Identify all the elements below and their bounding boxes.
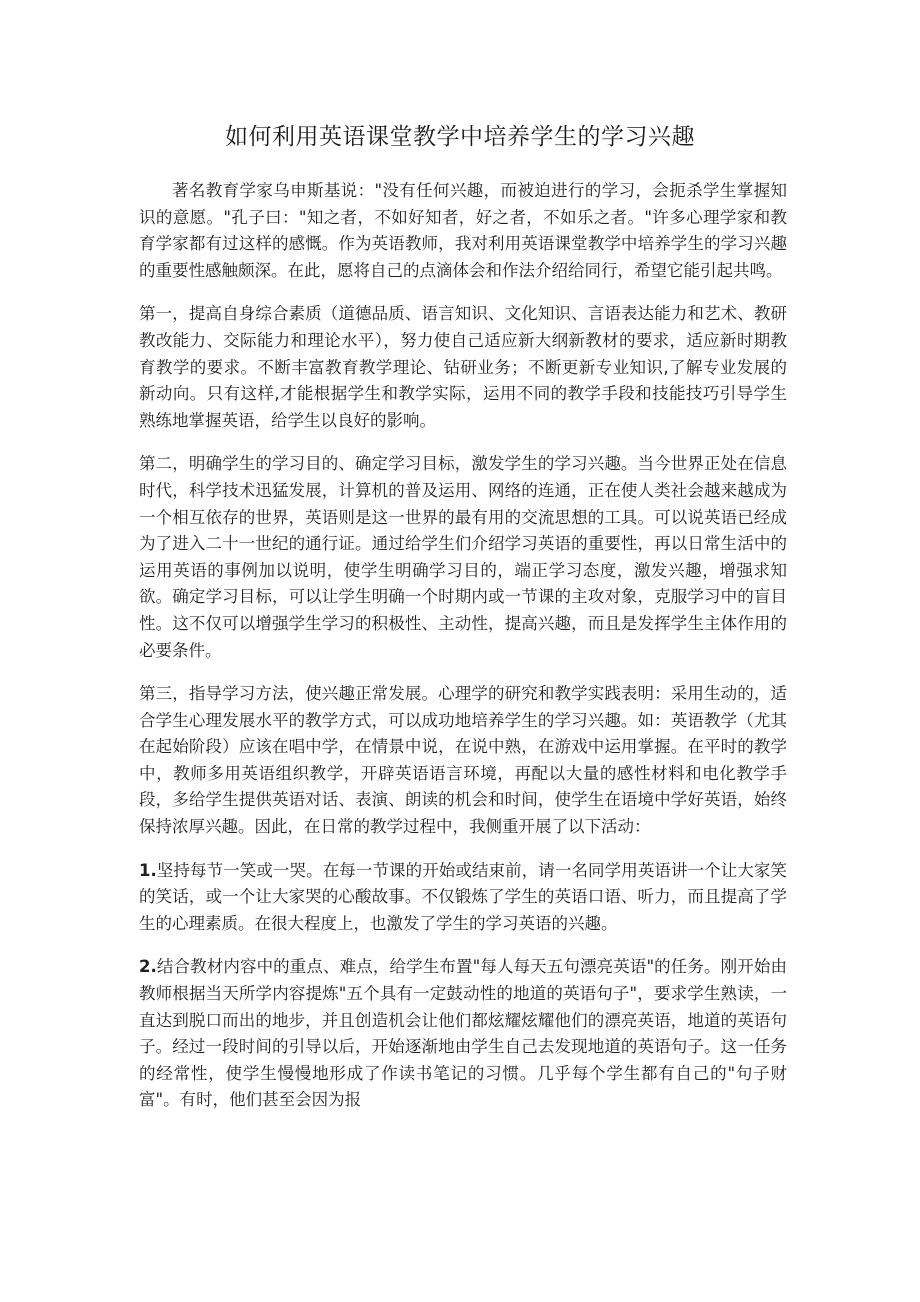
intro-paragraph bbox=[139, 178, 787, 284]
page-title: 如何利用英语课堂教学中培养学生的学习兴趣 bbox=[225, 124, 695, 150]
list-number: 1. bbox=[139, 860, 157, 880]
paragraph-point-2 bbox=[139, 451, 787, 664]
paragraph-point-1 bbox=[139, 301, 787, 434]
paragraph-text: 第三，指导学习方法，使兴趣正常发展。心理学的研究和教学实践表明：采用生动的，适合学生心理发展水平的教学方式，可以成功地培养学生的学习兴趣。如：英语教学（尤其在起始阶段）应该在唱中学，在情景中说，在说中熟，在游戏中运用掌握。在平时的教学中，教师多用英语组织教学，开辟英语语言环境，再配以大量的感性材料和电化教学手段，多给学生提供英语对话、表演、朗读的机会和时间，使学生在语境中学好英语，始终保持浓厚兴趣。因此，在日常的教学过程中，我侧重开展了以下活动： bbox=[139, 684, 787, 837]
paragraph-text: 第一，提高自身综合素质（道德品质、语言知识、文化知识、言语表达能力和艺术、教研教改能力、交际能力和理论水平），努力使自己适应新大纲新教材的要求，适应新时期教育教学的要求。不断丰富教育教学理论、钻研业务；不断更新专业知识,了解专业发展的新动向。只有这样,才能根据学生和教学实际，运用不同的教学手段和技能技巧引导学生熟练地掌握英语，给学生以良好的影响。 bbox=[139, 304, 787, 430]
activity-item-2 bbox=[139, 954, 787, 1114]
paragraph-point-3 bbox=[139, 681, 787, 841]
activity-item-1 bbox=[139, 858, 787, 938]
document-body bbox=[139, 178, 787, 1131]
paragraph-text: 第二，明确学生的学习目的、确定学习目标，激发学生的学习兴趣。当今世界正处在信息时代，科学技术迅猛发展，计算机的普及运用、网络的连通，正在使人类社会越来越成为一个相互依存的世界，英语则是这一世界的最有用的交流思想的工具。可以说英语已经成为了进入二十一世纪的通行证。通过给学生们介绍学习英语的重要性，再以日常生活中的运用英语的事例加以说明，使学生明确学习目的，端正学习态度，激发兴趣，增强求知欲。确定学习目标，可以让学生明确一个时期内或一节课的主攻对象，克服学习中的盲目性。这不仅可以增强学生学习的积极性、主动性，提高兴趣，而且是发挥学生主体作用的必要条件。 bbox=[139, 454, 787, 660]
list-number: 2. bbox=[139, 957, 157, 977]
paragraph-text: 著名教育学家乌申斯基说："没有任何兴趣，而被迫进行的学习，会扼杀学生掌握知识的意愿。"孔子曰："知之者，不如好知者，好之者，不如乐之者。"许多心理学家和教育学家都有过这样的感慨。作为英语教师，我对利用英语课堂教学中培养学生的学习兴趣的重要性感触颇深。在此，愿将自己的点滴体会和作法介绍给同行，希望它能引起共鸣。 bbox=[139, 181, 787, 280]
paragraph-text: 坚持每节一笑或一哭。在每一节课的开始或结束前，请一名同学用英语讲一个让大家笑的笑话，或一个让大家哭的心酸故事。不仅锻炼了学生的英语口语、听力，而且提高了学生的心理素质。在很大程度上，也激发了学生的学习英语的兴趣。 bbox=[139, 860, 787, 933]
paragraph-text: 结合教材内容中的重点、难点，给学生布置"每人每天五句漂亮英语"的任务。刚开始由教师根据当天所学内容提炼"五个具有一定鼓动性的地道的英语句子"，要求学生熟读，一直达到脱口而出的地步，并且创造机会让他们都炫耀炫耀他们的漂亮英语，地道的英语句子。经过一段时间的引导以后，开始逐渐地由学生自己去发现地道的英语句子。这一任务的经常性，使学生慢慢地形成了作读书笔记的习惯。几乎每个学生都有自己的"句子财富"。有时，他们甚至会因为报 bbox=[139, 957, 787, 1110]
